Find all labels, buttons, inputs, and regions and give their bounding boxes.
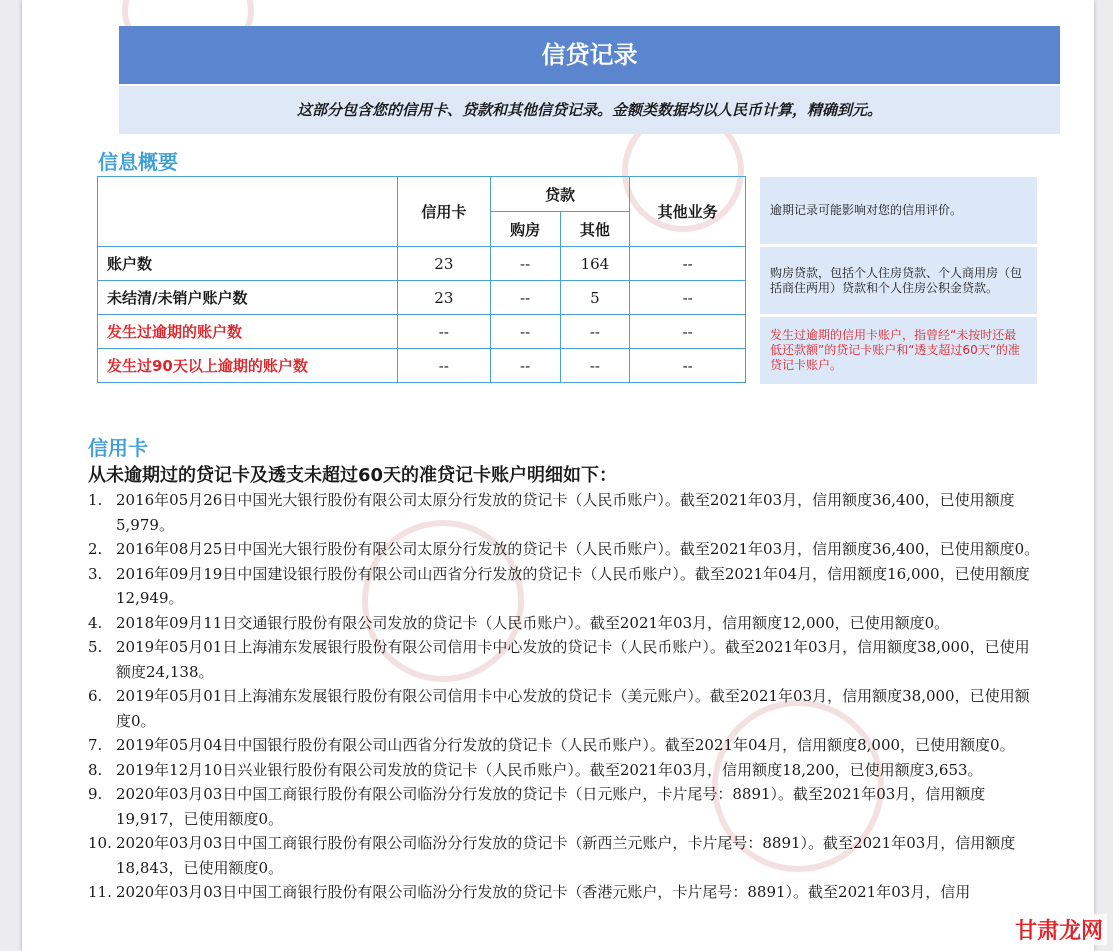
row-label: 发生过90天以上逾期的账户数 — [98, 349, 398, 383]
cell-house: -- — [490, 247, 560, 281]
cell-credit-card: 23 — [397, 247, 490, 281]
cell-credit-card: -- — [397, 349, 490, 383]
report-page — [22, 0, 1094, 951]
list-item: 1. 2016年05月26日中国光大银行股份有限公司太原分行发放的贷记卡（人民币账户）。截至2021年03月，信用额度36,400，已使用额度5,979。 — [88, 491, 1015, 534]
row-label: 账户数 — [98, 247, 398, 281]
list-item: 11. 2020年03月03日中国工商银行股份有限公司临汾分行发放的贷记卡（香港元账户，卡片尾号：8891）。截至2021年03月，信用 — [88, 883, 971, 901]
header-other-business: 其他业务 — [630, 177, 746, 247]
header-loan: 贷款 — [490, 177, 630, 212]
list-item: 9. 2020年03月03日中国工商银行股份有限公司临汾分行发放的贷记卡（日元账户，卡片尾号：8891）。截至2021年03月，信用额度19,917，已使用额度0。 — [88, 785, 986, 828]
note-overdue-definition: 发生过逾期的信用卡账户，指曾经“未按时还最低还款额”的贷记卡账户和“透支超过60天”的准贷记卡账户。 — [760, 317, 1037, 384]
cell-other: 5 — [560, 281, 630, 315]
note-overdue-impact: 逾期记录可能影响对您的信用评价。 — [760, 177, 1037, 244]
cell-house: -- — [490, 281, 560, 315]
cell-business: -- — [630, 247, 746, 281]
header-credit-card: 信用卡 — [397, 177, 490, 247]
header-blank — [98, 177, 398, 247]
header-loan-house: 购房 — [490, 212, 560, 247]
section-title-band: 信贷记录 — [119, 26, 1060, 84]
cell-other: 164 — [560, 247, 630, 281]
cell-credit-card: -- — [397, 315, 490, 349]
list-item: 5. 2019年05月01日上海浦东发展银行股份有限公司信用卡中心发放的贷记卡（人民币账户）。截至2021年03月，信用额度38,000，已使用额度24,138。 — [88, 638, 1030, 681]
summary-table — [97, 176, 746, 383]
cell-business: -- — [630, 349, 746, 383]
summary-title: 信息概要 — [98, 150, 178, 174]
table-row — [98, 247, 746, 281]
table-row — [98, 315, 746, 349]
cell-other: -- — [560, 349, 630, 383]
row-label: 发生过逾期的账户数 — [98, 315, 398, 349]
cell-credit-card: 23 — [397, 281, 490, 315]
list-item: 6. 2019年05月01日上海浦东发展银行股份有限公司信用卡中心发放的贷记卡（美元账户）。截至2021年03月，信用额度38,000，已使用额度0。 — [88, 687, 1030, 730]
cell-house: -- — [490, 349, 560, 383]
cell-house: -- — [490, 315, 560, 349]
note-housing-loan: 购房贷款，包括个人住房贷款、个人商用房（包括商住两用）贷款和个人住房公积金贷款。 — [760, 247, 1037, 314]
row-label: 未结清/未销户账户数 — [98, 281, 398, 315]
list-item: 4. 2018年09月11日交通银行股份有限公司发放的贷记卡（人民币账户）。截至2021年03月，信用额度12,000，已使用额度0。 — [88, 613, 950, 632]
section-description: 这部分包含您的信用卡、贷款和其他信贷记录。金额类数据均以人民币计算，精确到元。 — [119, 86, 1060, 134]
credit-card-list — [88, 488, 1043, 905]
site-watermark-logo: 甘肃龙网 — [1011, 914, 1107, 945]
cell-business: -- — [630, 281, 746, 315]
credit-card-heading: 从未逾期过的贷记卡及透支未超过60天的准贷记卡账户明细如下： — [88, 465, 618, 486]
list-item: 3. 2016年09月19日中国建设银行股份有限公司山西省分行发放的贷记卡（人民币账户）。截至2021年04月，信用额度16,000，已使用额度12,949。 — [88, 564, 1030, 607]
list-item: 2. 2016年08月25日中国光大银行股份有限公司太原分行发放的贷记卡（人民币账户）。截至2021年03月，信用额度36,400，已使用额度0。 — [88, 540, 1040, 558]
table-row — [98, 349, 746, 383]
cell-business: -- — [630, 315, 746, 349]
table-row — [98, 281, 746, 315]
credit-card-title: 信用卡 — [88, 436, 148, 460]
cell-other: -- — [560, 315, 630, 349]
header-loan-other: 其他 — [560, 212, 630, 247]
list-item: 7. 2019年05月04日中国银行股份有限公司山西省分行发放的贷记卡（人民币账户）。截至2021年04月，信用额度8,000，已使用额度0。 — [88, 736, 1015, 754]
list-item: 10. 2020年03月03日中国工商银行股份有限公司临汾分行发放的贷记卡（新西兰元账户，卡片尾号：8891）。截至2021年03月，信用额度18,843，已使用额度0。 — [88, 834, 1016, 877]
list-item: 8. 2019年12月10日兴业银行股份有限公司发放的贷记卡（人民币账户）。截至2021年03月，信用额度18,200，已使用额度3,653。 — [88, 760, 983, 779]
